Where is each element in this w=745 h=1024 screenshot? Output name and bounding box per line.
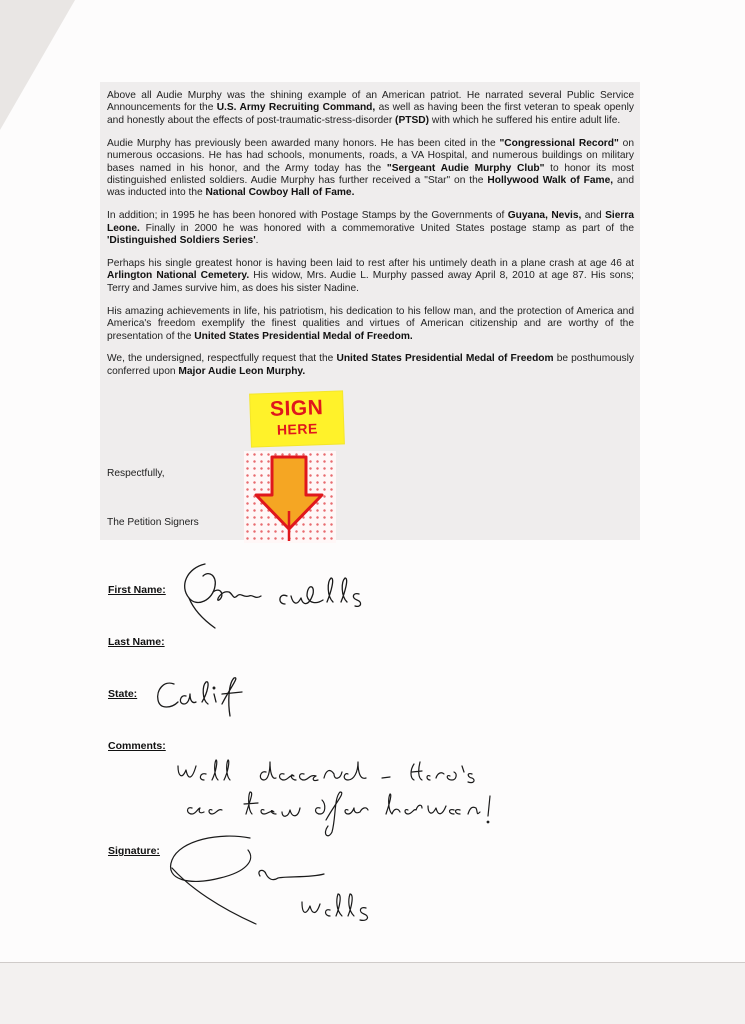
- last-name-label: Last Name:: [108, 636, 165, 648]
- here-text: HERE: [276, 420, 319, 438]
- paper-edge: [0, 962, 745, 963]
- sign-here-sticker: [250, 391, 344, 446]
- handwritten-state: [150, 670, 260, 720]
- signature-label: Signature:: [108, 845, 160, 857]
- closing-line: Respectfully,: [107, 468, 165, 479]
- paragraph-6: We, the undersigned, respectfully request that the United States Presidential Medal of Freedom be posthumously conferred upon Major Audie Leon Murphy.: [107, 353, 634, 377]
- first-name-label: First Name:: [108, 584, 166, 596]
- folded-corner: [0, 0, 75, 130]
- down-arrow-icon: [244, 451, 336, 543]
- paragraph-5: His amazing achievements in life, his patriotism, his dedication to his fellow man, and the protection of America and America's freedom exemplify the finest qualities and virtues of American citizenship and are worthy of the presentation of the United States Presidential Medal of Freedom.: [107, 305, 634, 342]
- state-label: State:: [108, 688, 138, 700]
- arrow-sticker: [244, 451, 336, 543]
- paragraph-3: In addition; in 1995 he has been honored with Postage Stamps by the Governments of Guyana, Nevis, and Sierra Leone. Finally in 2000 he was honored with a commemorative United States postage stamp as part of the 'Distinguished Soldiers Series'.: [107, 210, 634, 247]
- paragraph-2: Audie Murphy has previously been awarded many honors. He has been cited in the "Congressional Record" on numerous occasions. He has had schools, monuments, roads, a VA Hospital, and numerous buildings on military bases named in his honor, and the Army today has the "Sergeant Audie Murphy Club" to honor its most distinguished enlisted soldiers. Audie Murphy has further received a "Star" on the Hollywood Walk of Fame, and was inducted into the National Cowboy Hall of Fame.: [107, 137, 635, 199]
- comments-label: Comments:: [108, 740, 166, 752]
- paragraph-4: Perhaps his single greatest honor is having been laid to rest after his untimely death in a plane crash at age 46 at Arlington National Cemetery. His widow, Mrs. Audie L. Murphy passed away April 8, 2010 at age 87. His sons; Terry and James survive him, as does his sister Nadine.: [107, 257, 635, 294]
- paragraph-1: Above all Audie Murphy was the shining example of an American patriot. He narrated several Public Service Announcements for the U.S. Army Recruiting Command, as well as having been the first veteran to speak openly and honestly about the effects of post-traumatic-stress-disorder (PTSD) with which he suffered his entire adult life.: [107, 90, 634, 126]
- petition-signers: The Petition Signers: [107, 517, 199, 528]
- petition-letter: [107, 90, 634, 389]
- handwritten-signature: [160, 828, 390, 928]
- handwritten-first-name: [175, 556, 390, 631]
- sign-text: SIGN: [269, 396, 324, 421]
